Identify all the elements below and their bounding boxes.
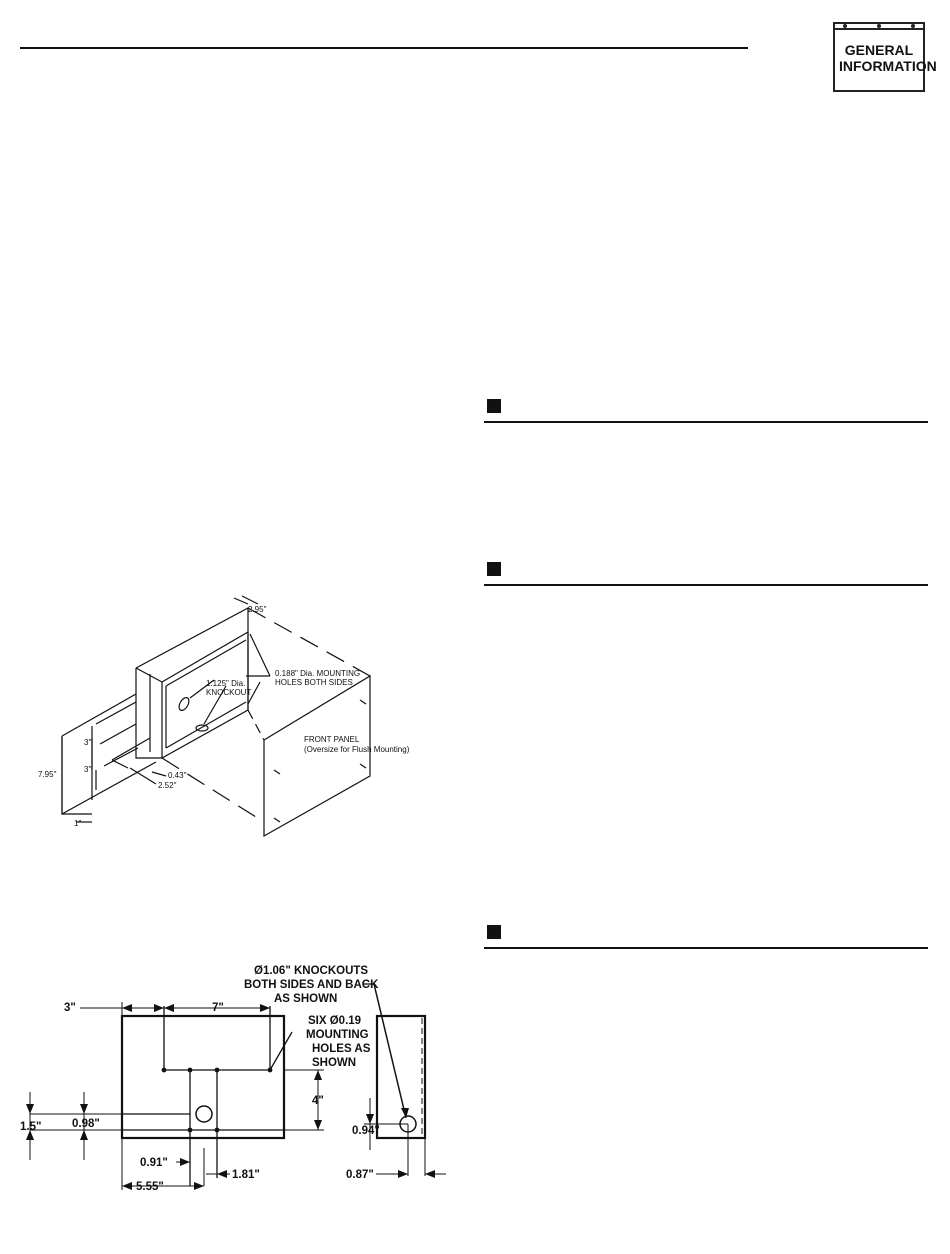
mounting-holes-label-2: HOLES BOTH SIDES [275,678,353,687]
knockouts-label-2: BOTH SIDES AND BACK [244,979,379,991]
section-rule-1 [484,421,928,423]
dim-4: 4" [312,1095,324,1107]
tab-title: GENERAL INFORMATION [839,42,937,74]
dim-height: 7.95" [38,770,57,779]
dim-0-91: 0.91" [140,1157,168,1169]
section-marker-2 [487,562,501,576]
section-marker-3 [487,925,501,939]
dim-0-94: 0.94" [352,1125,380,1137]
front-panel-label-2: (Oversize for Flush Mounting) [304,745,410,754]
knockouts-label-1: Ø1.06" KNOCKOUTS [254,965,369,977]
dim-bottom: 1" [74,819,82,828]
section-rule-3 [484,947,928,949]
section-rule-2 [484,584,928,586]
dim-3: 3" [64,1002,76,1014]
dim-0-98: 0.98" [72,1118,100,1130]
enclosure-isometric-figure [0,580,420,850]
knockout-label-2: KNOCKOUT [206,688,252,697]
section-marker-1 [487,399,501,413]
knockout-label-1: 1.125" Dia. [206,679,246,688]
general-information-tab [833,22,937,92]
mounting-holes-label-2: MOUNTING [306,1029,369,1041]
mounting-holes-label-1: 0.188" Dia. MOUNTING [275,669,361,678]
enclosure-orthographic-figure [0,955,460,1200]
knockouts-label-3: AS SHOWN [274,993,338,1005]
dim-spacing-b: 3" [84,765,92,774]
mounting-holes-label-1: SIX Ø0.19 [308,1015,362,1027]
mounting-holes-label-4: SHOWN [312,1057,357,1069]
dim-offset: 2.52" [158,781,177,790]
dim-spacing-a: 3" [84,738,92,747]
dim-5-55: 5.55" [136,1181,164,1193]
dim-inset: 0.43" [168,771,187,780]
dim-0-87: 0.87" [346,1169,374,1181]
dim-1-5: 1.5" [20,1121,42,1133]
dim-1-81: 1.81" [232,1169,260,1181]
front-panel-label-1: FRONT PANEL [304,735,360,744]
mounting-holes-label-3: HOLES AS [312,1043,371,1055]
dim-7: 7" [212,1002,224,1014]
header-rule [20,47,748,49]
dim-depth: 2.95" [248,605,267,614]
